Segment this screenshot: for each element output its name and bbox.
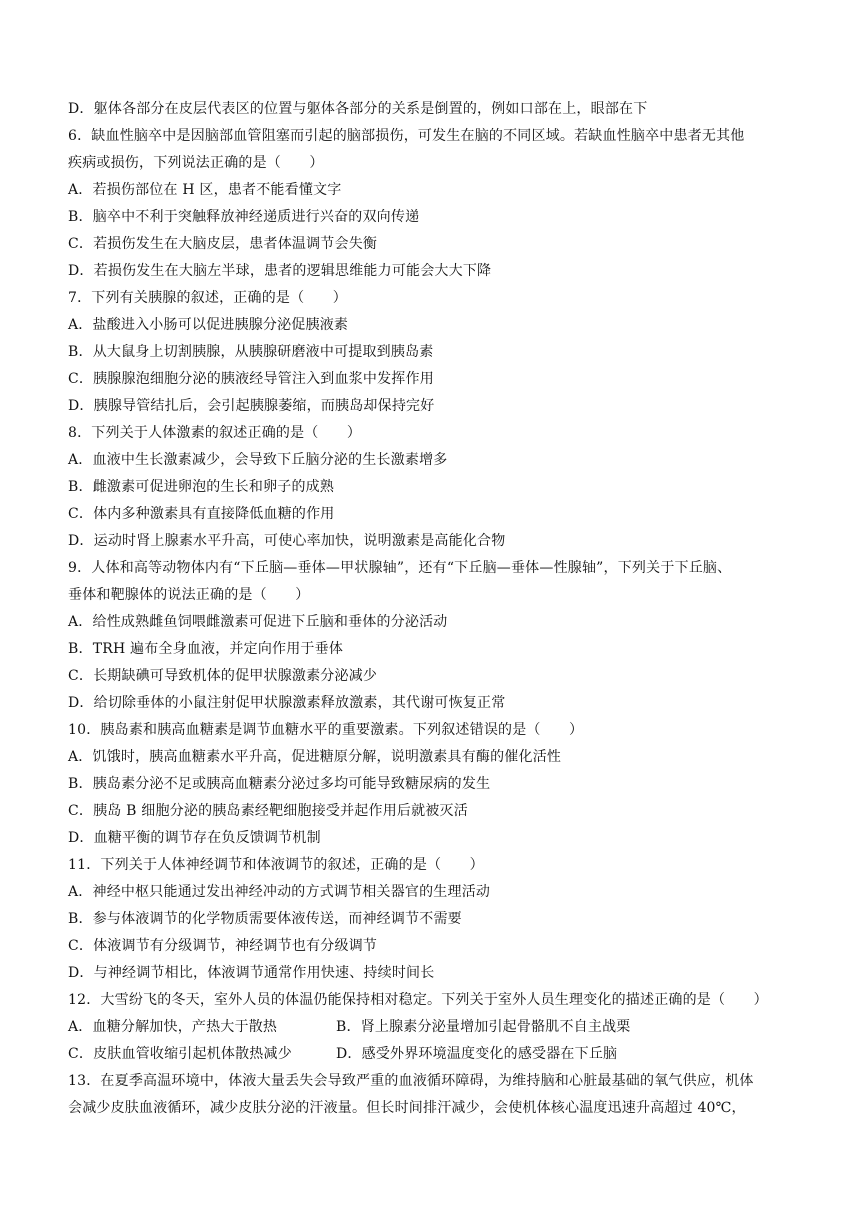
q11-option-c: C．体液调节有分级调节，神经调节也有分级调节 bbox=[68, 938, 378, 954]
q13-stem-line-1: 13．在夏季高温环境中，体液大量丢失会导致严重的血液循环障碍，为维持脑和心脏最基础的氧气供应，机体 bbox=[68, 1073, 754, 1089]
q9-option-d: D．给切除垂体的小鼠注射促甲状腺激素释放激素，其代谢可恢复正常 bbox=[68, 695, 506, 711]
q8-option-c: C．体内多种激素具有直接降低血糖的作用 bbox=[68, 506, 335, 522]
q10-option-a: A．饥饿时，胰高血糖素水平升高，促进糖原分解，说明激素具有酶的催化活性 bbox=[68, 749, 562, 765]
q5-option-d: D．躯体各部分在皮层代表区的位置与躯体各部分的关系是倒置的，例如口部在上，眼部在下 bbox=[68, 101, 648, 117]
q12-options-row-1 bbox=[68, 1014, 798, 1041]
q12-option-c: C．皮肤血管收缩引起机体散热减少 bbox=[68, 1046, 292, 1062]
q9-stem-line-1: 9．人体和高等动物体内有“下丘脑—垂体—甲状腺轴”，还有“下丘脑—垂体—性腺轴”，下列关于下丘脑、 bbox=[68, 560, 732, 576]
q10-option-d: D．血糖平衡的调节存在负反馈调节机制 bbox=[68, 830, 321, 846]
q11-option-b: B．参与体液调节的化学物质需要体液传送，而神经调节不需要 bbox=[68, 911, 462, 927]
q11-option-a: A．神经中枢只能通过发出神经冲动的方式调节相关器官的生理活动 bbox=[68, 884, 491, 900]
q7-stem: 7．下列有关胰腺的叙述，正确的是（ ） bbox=[68, 290, 347, 306]
q6-option-d: D．若损伤发生在大脑左半球，患者的逻辑思维能力可能会大大下降 bbox=[68, 263, 492, 279]
q7-option-c: C．胰腺腺泡细胞分泌的胰液经导管注入到血浆中发挥作用 bbox=[68, 371, 434, 387]
q11-option-d: D．与神经调节相比，体液调节通常作用快速、持续时间长 bbox=[68, 965, 435, 981]
q9-option-b: B．TRH 遍布全身血液，并定向作用于垂体 bbox=[68, 641, 344, 657]
exam-page bbox=[68, 96, 798, 1122]
q6-option-c: C．若损伤发生在大脑皮层，患者体温调节会失衡 bbox=[68, 236, 378, 252]
q6-stem-line-1: 6．缺血性脑卒中是因脑部血管阻塞而引起的脑部损伤，可发生在脑的不同区域。若缺血性脑卒中患者无其他 bbox=[68, 128, 745, 144]
q8-option-b: B．雌激素可促进卵泡的生长和卵子的成熟 bbox=[68, 479, 335, 495]
q12-options-row-2 bbox=[68, 1041, 798, 1068]
q10-option-b: B．胰岛素分泌不足或胰高血糖素分泌过多均可能导致糖尿病的发生 bbox=[68, 776, 491, 792]
q10-option-c: C．胰岛 B 细胞分泌的胰岛素经靶细胞接受并起作用后就被灭活 bbox=[68, 803, 468, 819]
q12-option-a: A．血糖分解加快，产热大于散热 bbox=[68, 1019, 278, 1035]
q9-option-c: C．长期缺碘可导致机体的促甲状腺激素分泌减少 bbox=[68, 668, 378, 684]
q8-option-a: A．血液中生长激素减少，会导致下丘脑分泌的生长激素增多 bbox=[68, 452, 448, 468]
q8-stem: 8．下列关于人体激素的叙述正确的是（ ） bbox=[68, 425, 362, 441]
q12-option-b: B．肾上腺素分泌量增加引起骨骼肌不自主战栗 bbox=[336, 1019, 631, 1035]
q9-stem-line-2: 垂体和靶腺体的说法正确的是（ ） bbox=[68, 587, 310, 603]
q11-stem: 11．下列关于人体神经调节和体液调节的叙述，正确的是（ ） bbox=[68, 857, 484, 873]
q12-option-d: D．感受外界环境温度变化的感受器在下丘脑 bbox=[336, 1046, 618, 1062]
q6-option-b: B．脑卒中不利于突触释放神经递质进行兴奋的双向传递 bbox=[68, 209, 420, 225]
q7-option-a: A．盐酸进入小肠可以促进胰腺分泌促胰液素 bbox=[68, 317, 349, 333]
q6-option-a: A．若损伤部位在 H 区，患者不能看懂文字 bbox=[68, 182, 342, 198]
q9-option-a: A．给性成熟雌鱼饲喂雌激素可促进下丘脑和垂体的分泌活动 bbox=[68, 614, 448, 630]
q10-stem: 10．胰岛素和胰高血糖素是调节血糖水平的重要激素。下列叙述错误的是（ ） bbox=[68, 722, 584, 738]
q12-stem: 12．大雪纷飞的冬天，室外人员的体温仍能保持相对稳定。下列关于室外人员生理变化的描述正确的是（ ） bbox=[68, 992, 768, 1008]
q7-option-b: B．从大鼠身上切割胰腺，从胰腺研磨液中可提取到胰岛素 bbox=[68, 344, 434, 360]
q7-option-d: D．胰腺导管结扎后，会引起胰腺萎缩，而胰岛却保持完好 bbox=[68, 398, 435, 414]
q6-stem-line-2: 疾病或损伤，下列说法正确的是（ ） bbox=[68, 155, 324, 171]
q13-stem-line-2: 会减少皮肤血液循环，减少皮肤分泌的汗液量。但长时间排汗减少，会使机体核心温度迅速升高超过 40℃， bbox=[68, 1100, 746, 1116]
q8-option-d: D．运动时肾上腺素水平升高，可使心率加快，说明激素是高能化合物 bbox=[68, 533, 506, 549]
